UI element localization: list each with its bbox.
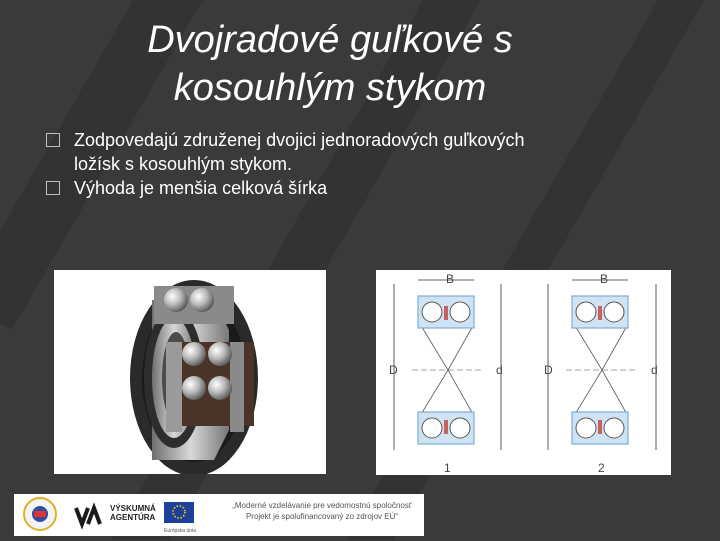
ministry-seal-icon: [24, 498, 56, 530]
title-line-2: kosouhlým stykom: [173, 67, 487, 109]
bullet-item: [50, 176, 670, 200]
agency-name: VÝSKUMNÁ AGENTÚRA: [110, 504, 156, 522]
bullet-list: [50, 128, 670, 200]
bullet-text: Výhoda je menšia celková šírka: [74, 178, 328, 198]
bearing-drawing: [376, 270, 671, 475]
eu-caption: Európska únia: [164, 528, 196, 534]
figure-label-1: 1: [444, 461, 451, 475]
label-d-outer: D: [544, 363, 553, 377]
label-d-outer: D: [389, 363, 398, 377]
footer-logos: [14, 494, 424, 536]
label-d-inner: d: [651, 363, 658, 377]
bullet-text: ložísk s kosouhlým stykom.: [74, 154, 293, 174]
bullet-box-icon: [46, 181, 60, 195]
figure-label-2: 2: [598, 461, 605, 475]
title-line-1: Dvojradové guľkové s: [147, 19, 513, 61]
label-b: B: [446, 272, 455, 286]
bullet-box-icon: [46, 133, 60, 147]
cross-section-drawing: [376, 270, 671, 475]
agency-logo-icon: [76, 508, 100, 524]
bearing-image: [54, 270, 326, 474]
bullet-text: Zodpovedajú združenej dvojici jednoradových guľkových: [74, 130, 525, 150]
project-text: „Moderné vzdelávanie pre vedomostnú spoločnosť Projekt je spolufinancovaný zo zdrojov EÚ“: [232, 501, 412, 521]
bullet-item: [50, 128, 670, 176]
label-d-inner: d: [496, 363, 503, 377]
label-b: B: [600, 272, 609, 286]
eu-flag-icon: [164, 502, 194, 523]
bearing-photo: [54, 270, 326, 474]
slide-title: [100, 16, 560, 112]
